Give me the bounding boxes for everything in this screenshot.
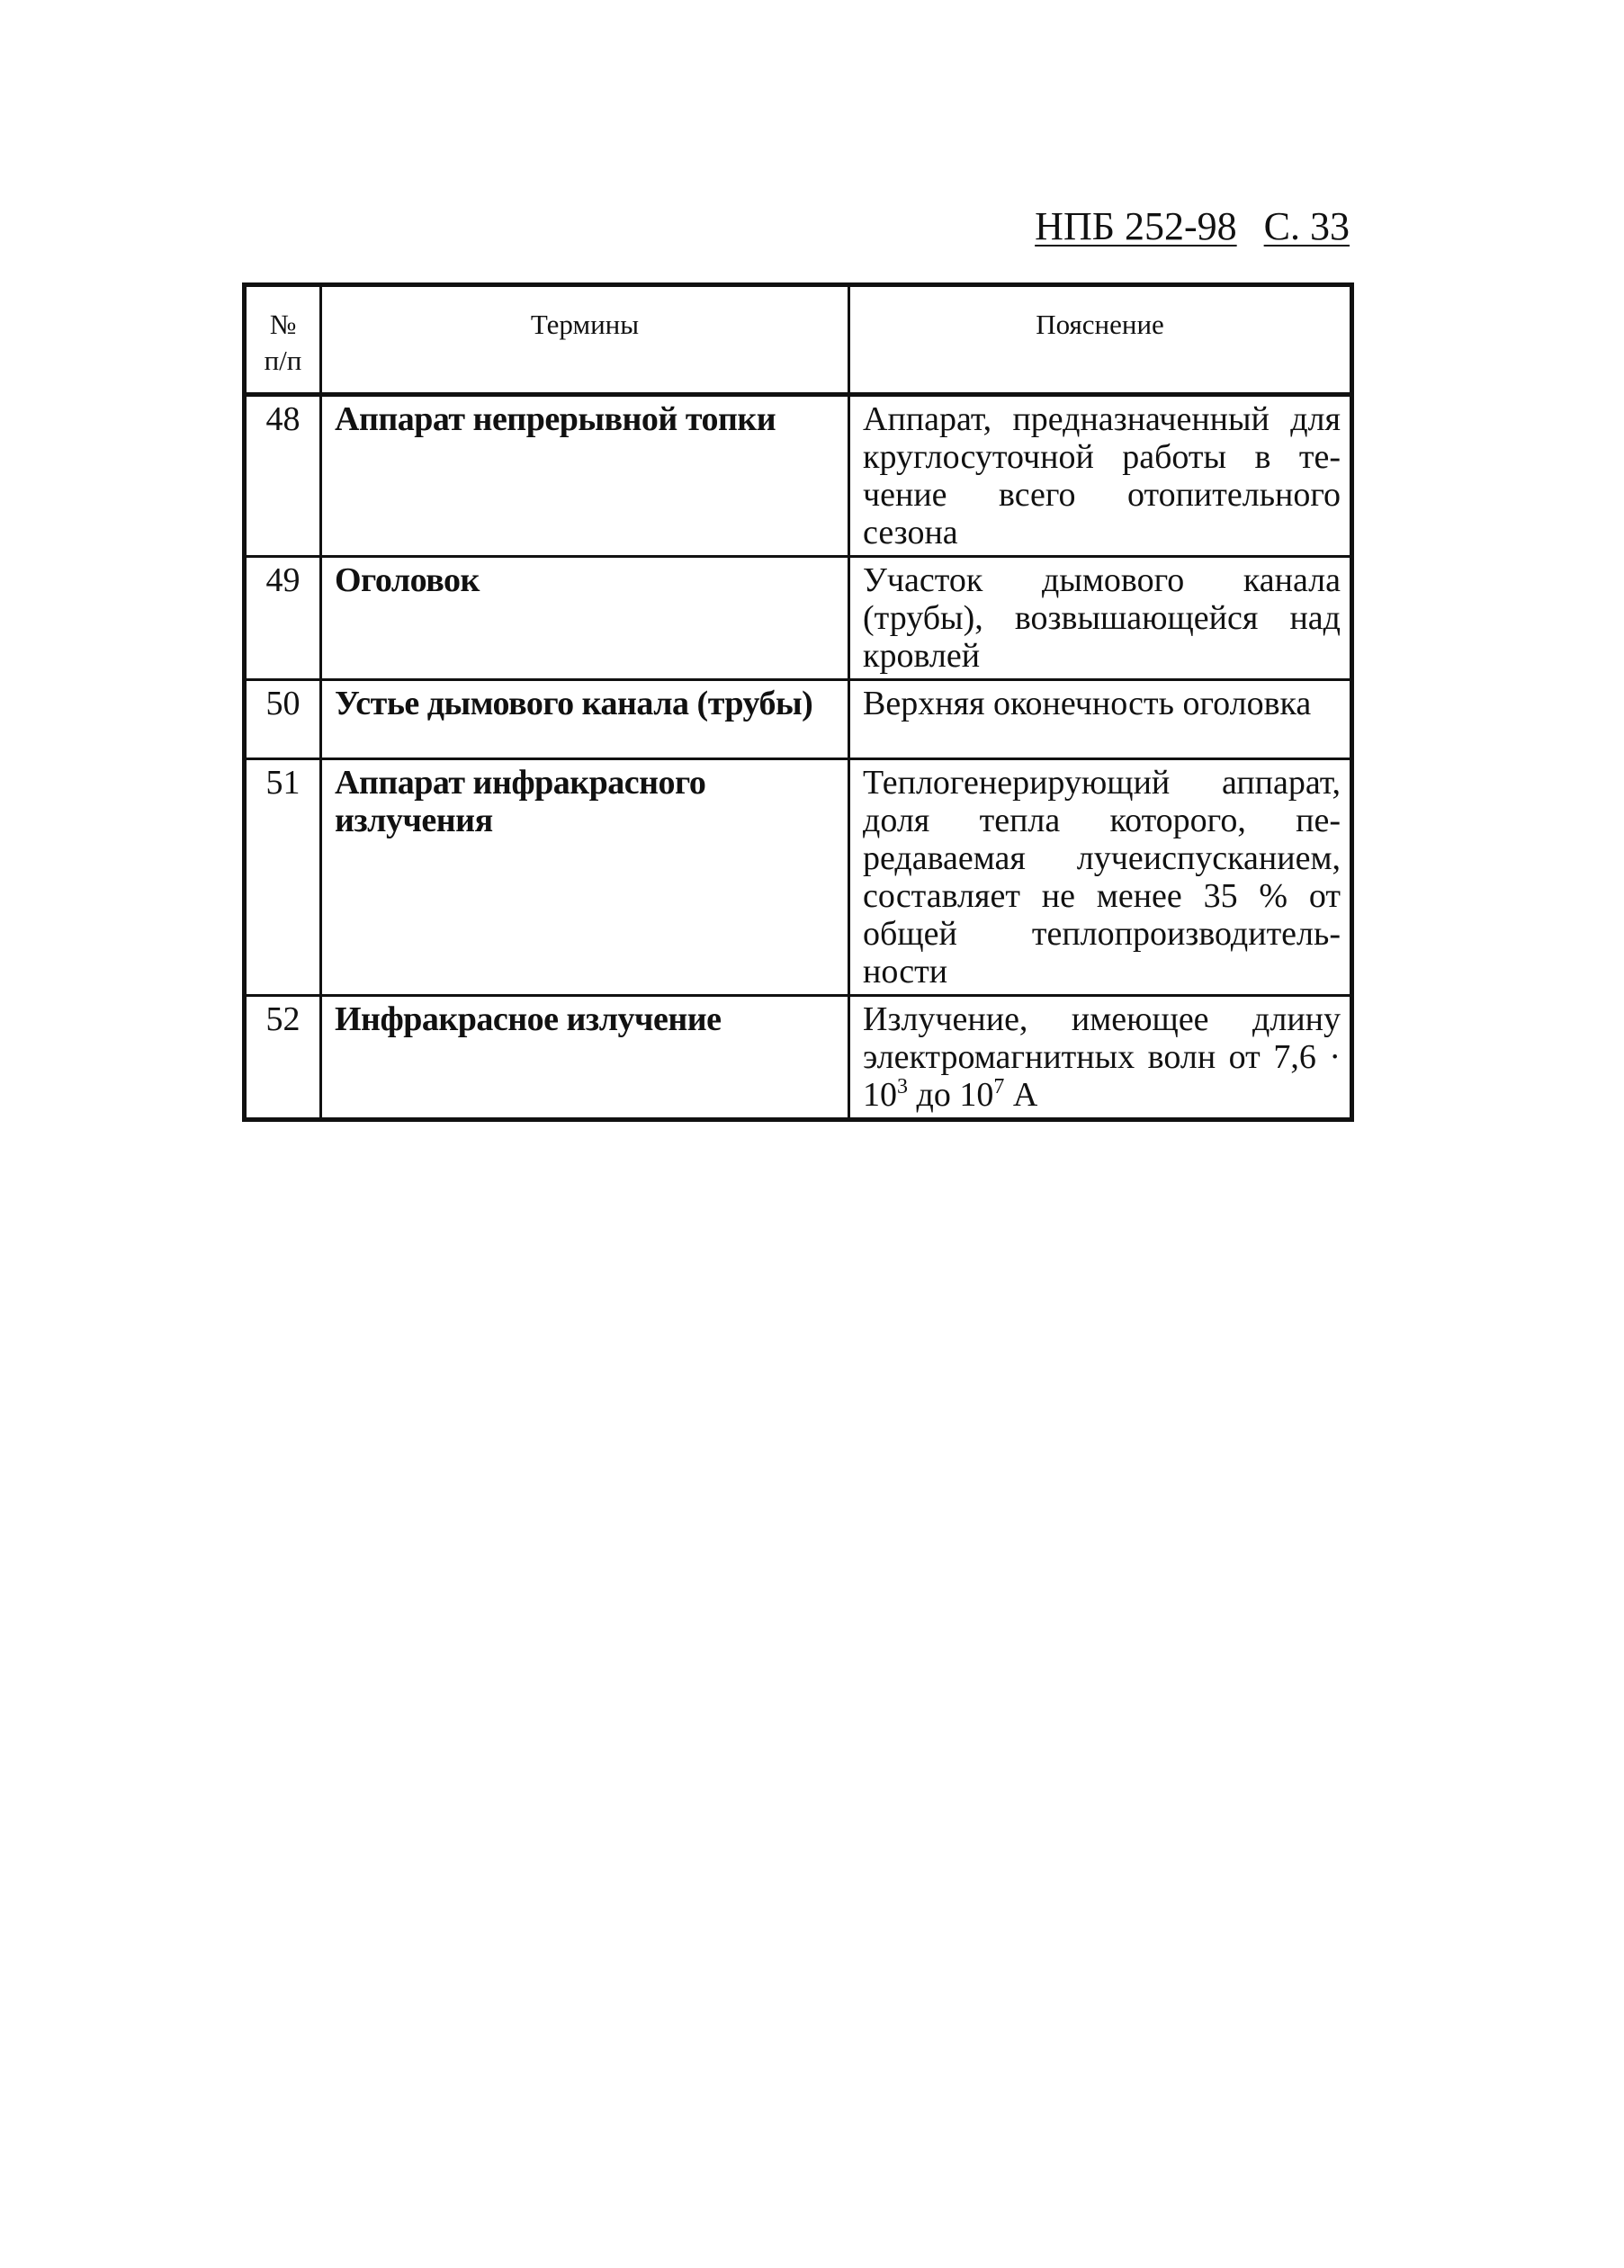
row-term: Аппарат инфракрасного излучения xyxy=(321,759,849,996)
table-row xyxy=(245,759,1352,996)
column-header-term: Термины xyxy=(321,285,849,395)
row-term: Оголовок xyxy=(321,557,849,680)
document-code: НПБ 252-98 xyxy=(1035,204,1237,248)
table-row xyxy=(245,557,1352,680)
row-number: 50 xyxy=(245,680,321,759)
page-number: С. 33 xyxy=(1263,204,1350,248)
terms-table xyxy=(242,282,1354,1122)
page-header xyxy=(990,200,1350,254)
table-row xyxy=(245,680,1352,759)
row-term: Аппарат непрерывной топки xyxy=(321,395,849,557)
row-explanation: Верхняя оконечность оголовка xyxy=(849,680,1352,759)
row-number: 49 xyxy=(245,557,321,680)
table-row xyxy=(245,395,1352,557)
column-header-explanation: Пояснение xyxy=(849,285,1352,395)
row-explanation: Теплогенерирующий аппарат, доля тепла которого, передаваемая лучеиспусканием, составляет не менее 35 % от общей теплопроизводительности xyxy=(849,759,1352,996)
row-number: 52 xyxy=(245,996,321,1120)
row-term: Устье дымового канала (трубы) xyxy=(321,680,849,759)
exponent: 7 xyxy=(993,1075,1005,1098)
row-explanation: Излучение, имеющее длину электромагнитных волн от $7,6 \cdot 10^3$ до $10^7$ А xyxy=(849,996,1352,1120)
table-header-row xyxy=(245,285,1352,395)
row-explanation: Аппарат, предназначенный для круглосуточной работы в течение всего отопительного сезона xyxy=(849,395,1352,557)
row-number: 48 xyxy=(245,395,321,557)
exponent: 3 xyxy=(897,1075,908,1098)
column-header-number: № п/п xyxy=(245,285,321,395)
row-number: 51 xyxy=(245,759,321,996)
row-term: Инфракрасное излучение xyxy=(321,996,849,1120)
row-explanation: Участок дымового канала (трубы), возвышающейся над кровлей xyxy=(849,557,1352,680)
table-row xyxy=(245,996,1352,1120)
